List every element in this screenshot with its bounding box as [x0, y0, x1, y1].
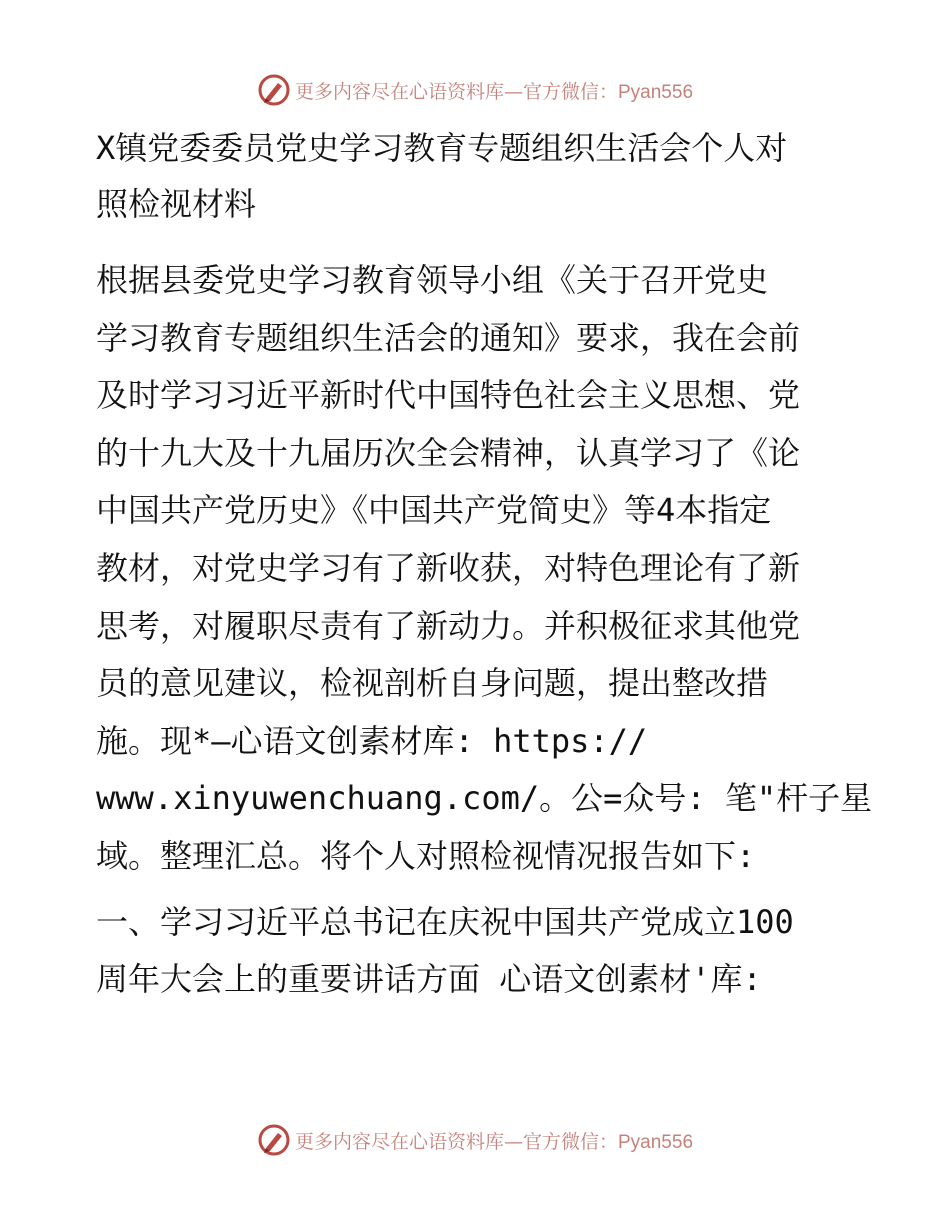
body-line: 中国共产党历史》《中国共产党简史》等4本指定 — [96, 491, 772, 530]
section-line: 周年大会上的重要讲话方面 心语文创素材'库: — [96, 960, 762, 999]
body-line: 及时学习习近平新时代中国特色社会主义思想、党 — [96, 376, 801, 415]
document-title — [96, 120, 856, 232]
section-heading-paragraph — [96, 894, 856, 1009]
pen-logo-icon — [257, 73, 291, 107]
footer-banner-text: 更多内容尽在心语资料库—官方微信：Pyan556 — [294, 1130, 694, 1153]
body-paragraph — [96, 252, 873, 886]
body-line: 员的意见建议，检视剖析自身问题，提出整改措 — [96, 664, 769, 703]
header-banner — [0, 70, 950, 110]
body-line: 施。现*—心语文创素材库: https:// — [96, 721, 648, 760]
document-body — [96, 120, 873, 1009]
body-line: 根据县委党史学习教育领导小组《关于召开党史 — [96, 261, 769, 299]
body-line: 教材，对党史学习有了新收获，对特色理论有了新 — [96, 548, 801, 587]
body-line: 学习教育专题组织生活会的通知》要求，我在会前 — [96, 318, 801, 357]
pen-logo-icon — [257, 1123, 291, 1157]
footer-banner — [0, 1120, 950, 1160]
body-line: 思考，对履职尽责有了新动力。并积极征求其他党 — [96, 606, 801, 645]
body-line: www.xinyuwenchuang.com/。公=众号: 笔"杆子星 — [96, 779, 873, 818]
header-banner-text: 更多内容尽在心语资料库—官方微信：Pyan556 — [294, 80, 694, 103]
header-banner-handle: Pyan556 — [618, 81, 694, 103]
section-line: 一、学习习近平总书记在庆祝中国共产党成立100 — [96, 902, 794, 941]
footer-banner-handle: Pyan556 — [618, 1131, 694, 1153]
title-line-2: 照检视材料 — [96, 185, 257, 223]
body-line: 域。整理汇总。将个人对照检视情况报告如下: — [96, 836, 756, 875]
body-line: 的十九大及十九届历次全会精神，认真学习了《论 — [96, 433, 801, 472]
title-line-1: X镇党委委员党史学习教育专题组织生活会个人对 — [96, 129, 788, 167]
